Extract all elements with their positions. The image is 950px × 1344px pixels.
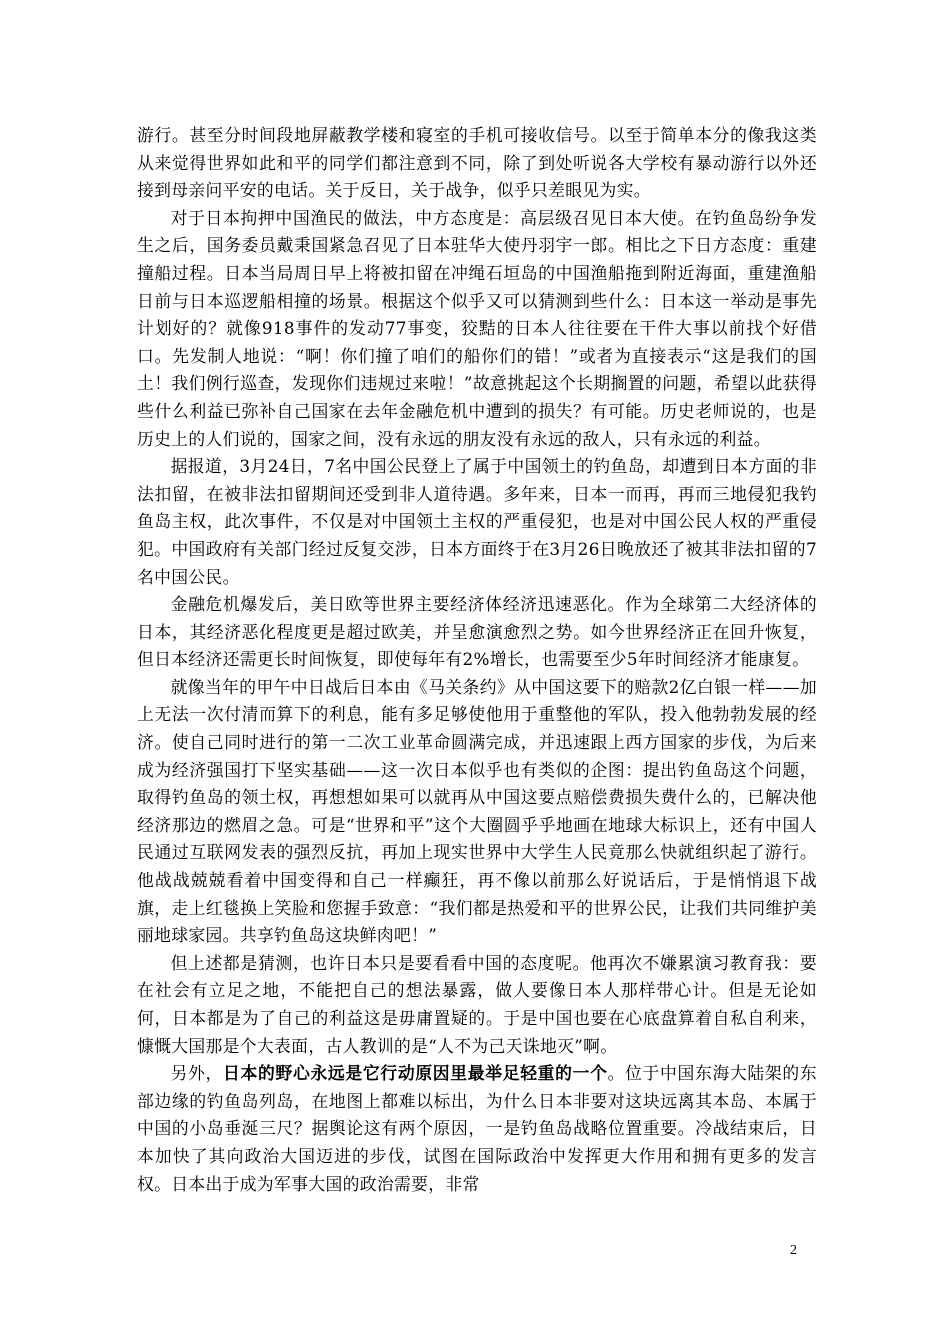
paragraph-2: 对于日本拘押中国渔民的做法，中方态度是：高层级召见日本大使。在钓鱼岛纷争发生之后，国务委员戴秉国紧急召见了日本驻华大使丹羽宇一郎。相比之下日方态度：重建撞船过程。日本当局周日早上将被扣留在冲绳石垣岛的中国渔船拖到附近海面，重建渔船日前与日本巡逻船相撞的场景。根据这个似乎又可以猜测到些什么：日本这一举动是事先计划好的？就像918事件的发动77事变，狡黠的日本人往往要在干件大事以前找个好借口。先发制人地说：“啊！你们撞了咱们的船你们的错！”或者为直接表示“这是我们的国土！我们例行巡查，发现你们违规过来啦！”故意挑起这个长期搁置的问题，希望以此获得些什么利益已弥补自己国家在去年金融危机中遭到的损失？有可能。历史老师说的，也是历史上的人们说的，国家之间，没有永远的朋友没有永远的敌人，只有永远的利益。 bbox=[137, 207, 817, 449]
paragraph-7-rest: 。位于中国东海大陆架的东部边缘的钓鱼岛列岛，在地图上都难以标出，为什么日本非要对这块远离其本岛、本属于中国的小岛垂涎三尺？据舆论这有两个原因，一是钓鱼岛战略位置重要。冷战结束后，日本加快了其向政治大国迈进的步伐，试图在国际政治中发挥更大作用和拥有更多的发言权。日本出于成为军事大国的政治需要，非常 bbox=[137, 1063, 817, 1194]
paragraph-7 bbox=[137, 1060, 817, 1198]
paragraph-7-lead: 另外， bbox=[170, 1063, 224, 1084]
paragraph-3: 据报道，3月24日，7名中国公民登上了属于中国领土的钓鱼岛，却遭到日本方面的非法扣留，在被非法扣留期间还受到非人道待遇。多年来，日本一而再，再而三地侵犯我钓鱼岛主权，此次事件，不仅是对中国领土主权的严重侵犯，也是对中国公民人权的严重侵犯。中国政府有关部门经过反复交涉，日本方面终于在3月26日晚放还了被其非法扣留的7名中国公民。 bbox=[137, 456, 817, 587]
paragraph-6: 但上述都是猜测，也许日本只是要看看中国的态度呢。他再次不嫌累演习教育我：要在社会有立足之地，不能把自己的想法暴露，做人要像日本人那样带心计。但是无论如何，日本都是为了自己的利益这是毋庸置疑的。于是中国也要在心底盘算着自私自利来，慷慨大国那是个大表面，古人教训的是“人不为己天诛地灭”啊。 bbox=[137, 952, 817, 1056]
paragraph-1: 游行。甚至分时间段地屏蔽教学楼和寝室的手机可接收信号。以至于简单本分的像我这类从来觉得世界如此和平的同学们都注意到不同，除了到处听说各大学校有暴动游行以外还接到母亲问平安的电话。关于反日，关于战争，似乎只差眼见为实。 bbox=[137, 125, 817, 201]
paragraph-7-bold-phrase: 日本的野心永远是它行动原因里最举足轻重的一个 bbox=[223, 1063, 608, 1084]
document-body bbox=[137, 122, 817, 1198]
paragraph-5: 就像当年的甲午中日战后日本由《马关条约》从中国这要下的赔款2亿白银一样——加上无法一次付清而算下的利息，能有多足够使他用于重整他的军队，投入他勃勃发展的经济。使自己同时进行的第一二次工业革命圆满完成，并迅速跟上西方国家的步伐，为后来成为经济强国打下坚实基础——这一次日本似乎也有类似的企图：提出钓鱼岛这个问题，取得钓鱼岛的领土权，再想想如果可以就再从中国这要点赔偿费损失费什么的，已解决他经济那边的燃眉之急。可是“世界和平”这个大圈圆乎乎地画在地球大标识上，还有中国人民通过互联网发表的强烈反抗，再加上现实世界中大学生人民竟那么快就组织起了游行。他战战兢兢看着中国变得和自己一样癫狂，再不像以前那么好说话后，于是悄悄退下战旗，走上红毯换上笑脸和您握手致意：“我们都是热爱和平的世界公民，让我们共同维护美丽地球家园。共享钓鱼岛这块鲜肉吧！” bbox=[137, 676, 817, 946]
page-number: 2 bbox=[790, 1243, 797, 1258]
paragraph-4: 金融危机爆发后，美日欧等世界主要经济体经济迅速恶化。作为全球第二大经济体的日本，其经济恶化程度更是超过欧美，并呈愈演愈烈之势。如今世界经济正在回升恢复，但日本经济还需更长时间恢复，即使每年有2%增长，也需要至少5年时间经济才能康复。 bbox=[137, 594, 817, 670]
